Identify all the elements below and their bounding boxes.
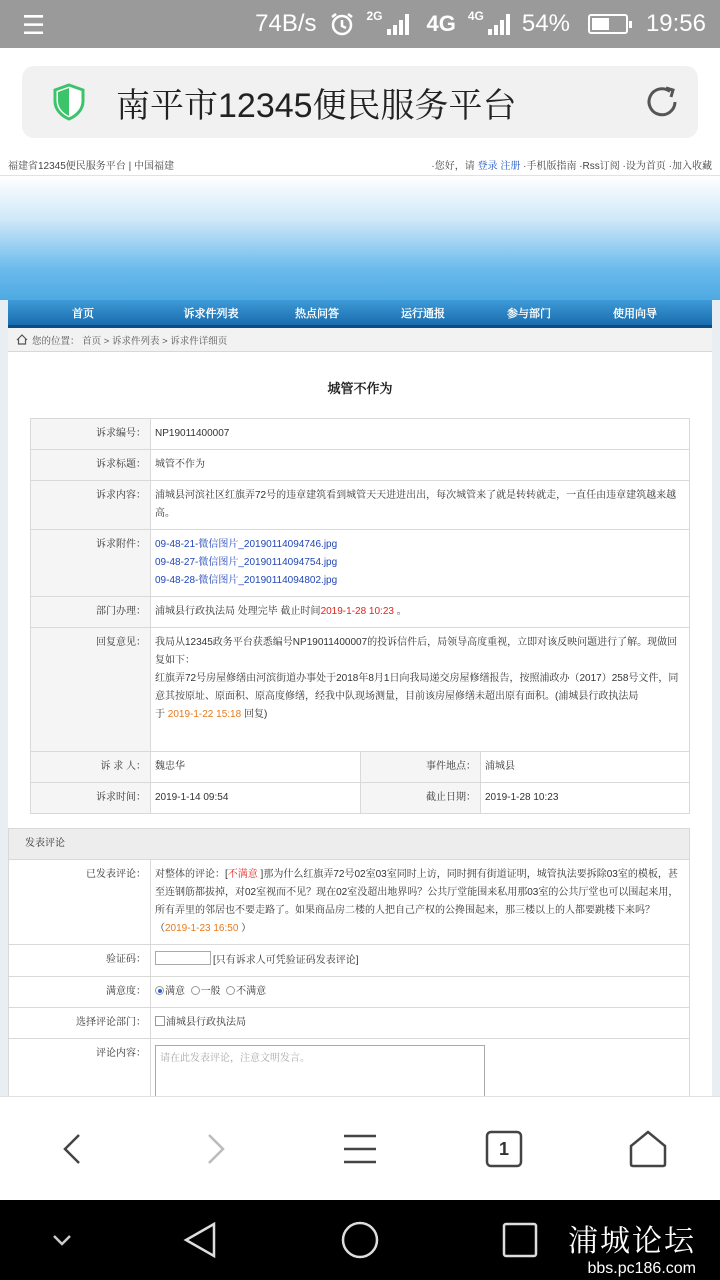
system-nav-bar bbox=[0, 1200, 720, 1280]
label-location: 事件地点： bbox=[361, 752, 481, 783]
square-recents-icon bbox=[498, 1218, 542, 1262]
row-attachments bbox=[31, 530, 690, 597]
row-subject bbox=[31, 450, 690, 481]
reply-time-prefix: 于 bbox=[155, 709, 168, 720]
forward-button[interactable] bbox=[186, 1121, 246, 1177]
comment-section-title: 发表评论 bbox=[9, 829, 690, 860]
address-bar[interactable] bbox=[22, 66, 698, 138]
back-icon bbox=[57, 1129, 87, 1169]
register-link[interactable]: 注册 bbox=[500, 161, 521, 172]
status-bar bbox=[0, 0, 720, 48]
top-links[interactable]: ·手机版指南 ·Rss订阅 ·设为首页 ·加入收藏 bbox=[523, 161, 712, 172]
nav-item-4[interactable]: 参与部门 bbox=[507, 307, 551, 320]
value-department bbox=[151, 597, 690, 628]
label-requester: 诉 求 人： bbox=[31, 752, 151, 783]
signal-2g-icon bbox=[366, 9, 409, 35]
label-satisfaction: 满意度： bbox=[9, 977, 151, 1008]
row-captcha bbox=[9, 945, 690, 977]
browser-toolbar bbox=[0, 1096, 720, 1200]
label-time: 诉求时间： bbox=[31, 783, 151, 814]
breadcrumb-text[interactable]: 您的位置： 首页 > 诉求件列表 > 诉求件详细页 bbox=[32, 335, 228, 347]
home-button[interactable] bbox=[618, 1121, 678, 1177]
radio-satisfied[interactable] bbox=[155, 986, 164, 995]
net-speed: 74B/s bbox=[255, 10, 317, 37]
chevron-down-icon bbox=[40, 1218, 84, 1262]
value-attachments bbox=[151, 530, 690, 597]
back-button[interactable] bbox=[42, 1121, 102, 1177]
value-location: 浦城县 bbox=[481, 752, 690, 783]
alarm-icon bbox=[329, 11, 355, 37]
detail-content bbox=[8, 352, 712, 1174]
dept-option: 浦城县行政执法局 bbox=[166, 1017, 246, 1028]
reply-time: 2019-1-22 15:18 bbox=[167, 709, 242, 720]
value-deadline: 2019-1-28 10:23 bbox=[481, 783, 690, 814]
row-comment-section bbox=[9, 829, 690, 860]
reload-icon[interactable] bbox=[642, 82, 682, 122]
battery-icon bbox=[582, 14, 628, 34]
row-content bbox=[31, 481, 690, 530]
greeting-text: ·您好，请 bbox=[431, 161, 475, 172]
notification-menu-icon: ☰ bbox=[22, 10, 46, 40]
department-end: 。 bbox=[393, 606, 407, 617]
label-reply: 回复意见： bbox=[31, 628, 151, 752]
main-nav bbox=[8, 300, 712, 328]
posted-text: ]那为什么红旗弄72号02室03室同时上访，同时拥有街道证明，城管执法要拆除03室的模板，甚至连钢筋都拔掉，对02室视而不见？现在02室没超出地界吗？公共厅堂能围来私用那03室的公共厅堂也可以围起来用，所有弄里的邻居也不要走路了。如果商品房二楼的人把自己产权的公搀围起来，那三楼以上的人都要跳楼下来吗？（ bbox=[155, 869, 679, 934]
department-text: 浦城县行政执法局 处理完毕 截止时间 bbox=[155, 606, 321, 617]
value-posted bbox=[151, 860, 690, 945]
label-attachments: 诉求附件： bbox=[31, 530, 151, 597]
reply-paragraph-1: 我局从12345政务平台获悉编号NP19011400007的投诉信件后，局领导高度重视，立即对该反映问题进行了解。现做回复如下： bbox=[155, 637, 678, 666]
value-content: 浦城县河滨社区红旗弄72号的违章建筑看到城管天天进进出出，每次城管来了就是转转就走，一直任由违章建筑越来越高。 bbox=[151, 481, 690, 530]
value-number: NP19011400007 bbox=[151, 419, 690, 450]
battery-percent: 54% bbox=[521, 10, 570, 37]
label-comment-content: 评论内容： bbox=[9, 1039, 151, 1174]
row-department bbox=[31, 597, 690, 628]
reply-paragraph-3 bbox=[155, 706, 685, 724]
watermark-name: 浦城论坛 bbox=[568, 1225, 696, 1258]
circle-home-icon bbox=[338, 1218, 382, 1262]
site-banner bbox=[0, 176, 720, 300]
row-posted-comment bbox=[9, 860, 690, 945]
value-captcha bbox=[151, 945, 690, 977]
secure-shield-icon bbox=[52, 83, 86, 121]
posted-prefix: 对整体的评论：[ bbox=[155, 869, 228, 880]
radio-dissatisfied[interactable] bbox=[226, 986, 235, 995]
label-content: 诉求内容： bbox=[31, 481, 151, 530]
breadcrumb bbox=[8, 328, 712, 352]
row-number bbox=[31, 419, 690, 450]
reply-time-suffix: 回复) bbox=[241, 709, 268, 720]
row-dept-select bbox=[9, 1008, 690, 1039]
label-captcha: 验证码： bbox=[9, 945, 151, 977]
attachment-link-3[interactable]: 09-48-28-微信图片_20190114094802.jpg bbox=[155, 575, 338, 586]
nav-item-2[interactable]: 热点问答 bbox=[295, 307, 339, 320]
captcha-hint: [只有诉求人可凭验证码发表评论] bbox=[213, 955, 359, 966]
attachment-link-2[interactable]: 09-48-27-微信图片_20190114094754.jpg bbox=[155, 557, 338, 568]
detail-table bbox=[30, 418, 690, 814]
posted-time: 2019-1-23 16:50 bbox=[165, 923, 239, 934]
nav-item-0[interactable]: 首页 bbox=[72, 307, 94, 320]
posted-rating: 不满意 bbox=[227, 869, 258, 880]
site-top-left: 福建省12345便民服务平台 | 中国福建 bbox=[8, 161, 174, 172]
label-posted: 已发表评论： bbox=[9, 860, 151, 945]
captcha-input[interactable] bbox=[155, 951, 211, 965]
nav-item-5[interactable]: 使用向导 bbox=[613, 307, 657, 320]
watermark-url: bbs.pc186.com bbox=[587, 1260, 696, 1277]
detail-heading: 城管不作为 bbox=[327, 381, 393, 396]
login-link[interactable]: 登录 bbox=[477, 161, 498, 172]
tab-count: 1 bbox=[498, 1138, 509, 1159]
signal-4g-icon bbox=[427, 11, 456, 37]
nav-home-button[interactable] bbox=[338, 1218, 382, 1262]
home-icon bbox=[16, 334, 28, 345]
clock: 19:56 bbox=[645, 10, 706, 37]
row-time bbox=[31, 783, 690, 814]
value-time: 2019-1-14 09:54 bbox=[151, 783, 361, 814]
triangle-back-icon bbox=[178, 1218, 222, 1262]
attachment-link-1[interactable]: 09-48-21-微信图片_20190114094746.jpg bbox=[155, 539, 338, 550]
signal-4g-bars-icon bbox=[467, 9, 510, 35]
web-page bbox=[0, 154, 720, 1096]
page-title: 南平市12345便民服务平台 bbox=[116, 86, 517, 125]
forward-icon bbox=[201, 1129, 231, 1169]
menu-icon bbox=[342, 1132, 378, 1166]
net-4g-label-b: 4G bbox=[467, 9, 484, 23]
radio-neutral[interactable] bbox=[191, 986, 200, 995]
value-subject: 城管不作为 bbox=[151, 450, 690, 481]
label-subject: 诉求标题： bbox=[31, 450, 151, 481]
value-reply bbox=[151, 628, 690, 752]
label-dept-select: 选择评论部门： bbox=[9, 1008, 151, 1039]
hide-nav-button[interactable] bbox=[40, 1218, 84, 1262]
option-neutral: 一般 bbox=[200, 986, 221, 997]
site-top-right bbox=[431, 157, 712, 172]
reply-paragraph-2: 红旗弄72号房屋修缮由河滨街道办事处于2018年8月1日向我局递交房屋修缮报告，按照浦政办（2017）258号文件，同意其按原址、原面积、原高度修缮，经我中队现场测量，目前该房屋修缮未超出原有面积。(浦城县行政执法局 bbox=[155, 673, 679, 702]
net-2g-label: 2G bbox=[366, 9, 383, 23]
dept-checkbox[interactable] bbox=[155, 1016, 165, 1026]
row-reply bbox=[31, 628, 690, 752]
comment-textarea[interactable]: 请在此发表评论，注意文明发言。 bbox=[155, 1045, 485, 1145]
home-icon bbox=[627, 1128, 669, 1170]
department-deadline: 2019-1-28 10:23 bbox=[320, 606, 394, 617]
posted-end: ） bbox=[238, 923, 252, 934]
net-4g-label-a: 4G bbox=[426, 11, 456, 36]
nav-item-3[interactable]: 运行通报 bbox=[401, 307, 445, 320]
value-satisfaction bbox=[151, 977, 690, 1008]
menu-button[interactable] bbox=[330, 1121, 390, 1177]
value-dept-select bbox=[151, 1008, 690, 1039]
browser-address-area bbox=[0, 48, 720, 154]
row-requester bbox=[31, 752, 690, 783]
watermark bbox=[568, 1216, 696, 1278]
nav-back-button[interactable] bbox=[178, 1218, 222, 1262]
value-requester: 魏忠华 bbox=[151, 752, 361, 783]
tabs-button[interactable] bbox=[474, 1121, 534, 1177]
label-department: 部门办理： bbox=[31, 597, 151, 628]
label-deadline: 截止日期： bbox=[361, 783, 481, 814]
option-dissatisfied: 不满意 bbox=[236, 986, 267, 997]
nav-item-1[interactable]: 诉求件列表 bbox=[183, 307, 239, 320]
option-satisfied: 满意 bbox=[165, 986, 185, 997]
site-top-bar bbox=[0, 154, 720, 176]
row-satisfaction bbox=[9, 977, 690, 1008]
label-number: 诉求编号： bbox=[31, 419, 151, 450]
nav-recents-button[interactable] bbox=[498, 1218, 542, 1262]
